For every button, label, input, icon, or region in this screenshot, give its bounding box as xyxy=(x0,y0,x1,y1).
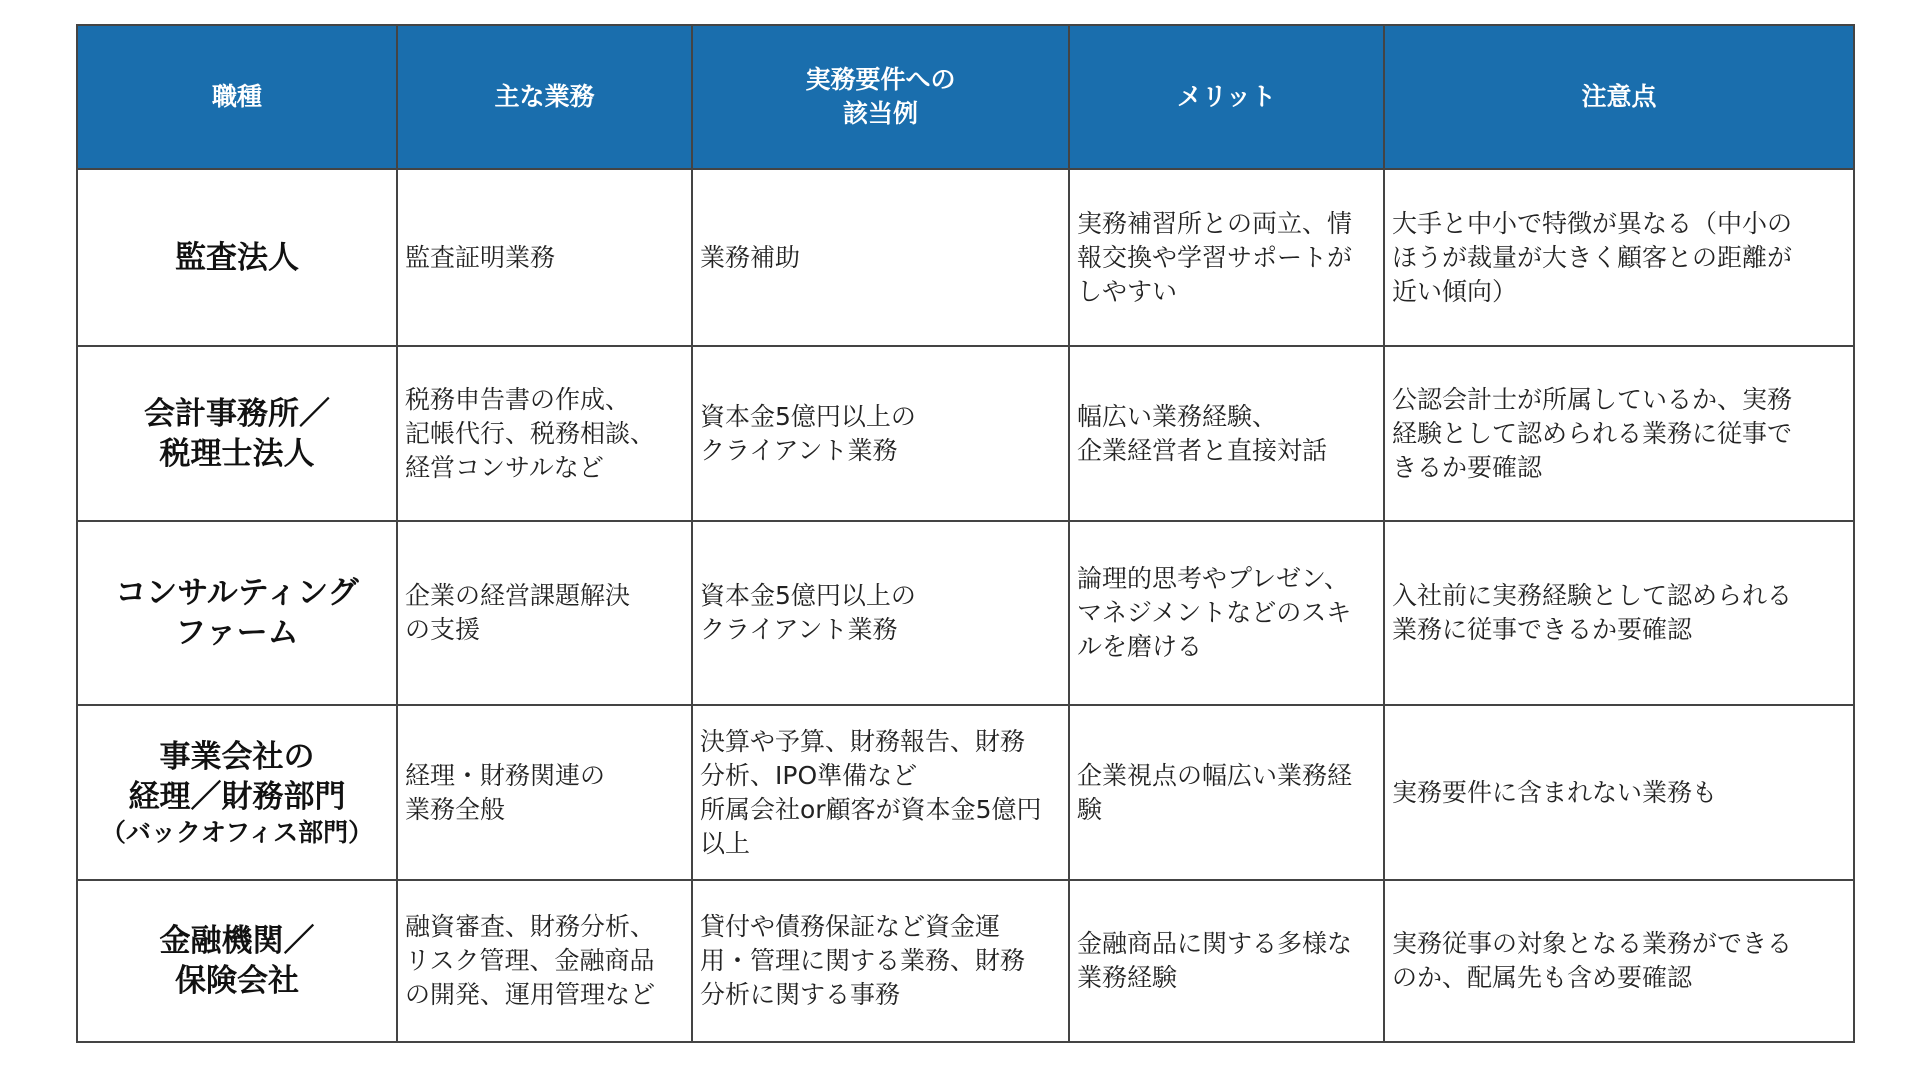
caution-text: 実務従事の対象となる業務ができる xyxy=(1392,929,1793,958)
cell-main xyxy=(397,705,692,880)
caution-text: 業務に従事できるか要確認 xyxy=(1392,615,1693,644)
header-example-line: 該当例 xyxy=(842,99,918,128)
example-text: 決算や予算、財務報告、財務 xyxy=(700,726,1026,756)
table-row xyxy=(77,521,1854,705)
example-text: 業務補助 xyxy=(700,242,801,272)
table-row xyxy=(77,880,1854,1042)
cell-main xyxy=(397,346,692,521)
caution-text: 実務要件に含まれない業務も xyxy=(1392,777,1718,807)
cell-main xyxy=(397,169,692,346)
main-text: 税務申告書の作成、 xyxy=(405,384,631,414)
main-text: 企業の経営課題解決 xyxy=(405,581,631,610)
merit-text: ルを磨ける xyxy=(1077,632,1203,661)
merit-text: 金融商品に関する多様な xyxy=(1077,929,1353,958)
header-merit: メリット xyxy=(1069,25,1384,169)
header-row xyxy=(77,25,1854,169)
table-row xyxy=(77,169,1854,346)
role-text: 経理／財務部門 xyxy=(128,778,346,815)
header-role: 職種 xyxy=(77,25,397,169)
main-text: 記帳代行、税務相談、 xyxy=(405,418,656,448)
caution-text: 経験として認められる業務に従事で xyxy=(1392,418,1793,448)
cell-main xyxy=(397,880,692,1042)
caution-text: きるか要確認 xyxy=(1392,452,1543,482)
caution-text: ほうが裁量が大きく顧客との距離が xyxy=(1392,242,1793,272)
main-text: 監査証明業務 xyxy=(405,242,556,272)
role-text: 保険会社 xyxy=(175,963,299,999)
example-text: 貸付や債務保証など資金運 xyxy=(700,912,1001,941)
comparison-table xyxy=(76,24,1855,1043)
header-caution: 注意点 xyxy=(1384,25,1854,169)
main-text: 業務全般 xyxy=(405,794,506,824)
role-text: コンサルティング xyxy=(115,575,359,611)
cell-role xyxy=(77,705,397,880)
cell-example xyxy=(692,346,1069,521)
merit-text: 業務経験 xyxy=(1077,963,1178,992)
example-text: クライアント業務 xyxy=(700,435,898,465)
header-example xyxy=(692,25,1069,169)
table-row xyxy=(77,705,1854,880)
cell-example xyxy=(692,880,1069,1042)
caution-text: 近い傾向） xyxy=(1392,276,1518,306)
main-text: の支援 xyxy=(405,615,481,644)
main-text: 経営コンサルなど xyxy=(405,452,604,482)
header-example-line: 実務要件への xyxy=(805,65,956,94)
cell-merit xyxy=(1069,880,1384,1042)
merit-text: しやすい xyxy=(1077,276,1178,306)
caution-text: のか、配属先も含め要確認 xyxy=(1392,963,1693,992)
role-text: 金融機関／ xyxy=(159,923,315,959)
merit-text: 報交換や学習サポートが xyxy=(1077,242,1353,272)
merit-text: 企業経営者と直接対話 xyxy=(1077,435,1328,465)
cell-caution xyxy=(1384,705,1854,880)
cell-example xyxy=(692,521,1069,705)
example-text: 資本金5億円以上の xyxy=(700,401,916,431)
example-text: 以上 xyxy=(700,828,751,858)
cell-caution xyxy=(1384,880,1854,1042)
cell-caution xyxy=(1384,169,1854,346)
header-main-tasks: 主な業務 xyxy=(397,25,692,169)
example-text: 分析に関する事務 xyxy=(700,980,901,1009)
caution-text: 入社前に実務経験として認められる xyxy=(1392,581,1793,610)
merit-text: 験 xyxy=(1077,794,1103,824)
cell-caution xyxy=(1384,346,1854,521)
cell-merit xyxy=(1069,346,1384,521)
example-text: 分析、IPO準備など xyxy=(700,760,918,790)
role-text: 会計事務所／ xyxy=(144,395,330,432)
cell-main xyxy=(397,521,692,705)
table-row xyxy=(77,346,1854,521)
main-text: リスク管理、金融商品 xyxy=(405,946,655,975)
example-text: 所属会社or顧客が資本金5億円 xyxy=(700,794,1042,824)
caution-text: 大手と中小で特徴が異なる（中小の xyxy=(1392,208,1793,238)
merit-text: 幅広い業務経験、 xyxy=(1077,401,1278,431)
cell-merit xyxy=(1069,169,1384,346)
cell-example xyxy=(692,705,1069,880)
main-text: 融資審査、財務分析、 xyxy=(405,912,656,941)
role-text: 事業会社の xyxy=(159,738,315,775)
merit-text: 実務補習所との両立、情 xyxy=(1077,208,1353,238)
role-subtext: （バックオフィス部門） xyxy=(100,817,374,847)
merit-text: 論理的思考やプレゼン、 xyxy=(1077,564,1350,593)
cell-example xyxy=(692,169,1069,346)
merit-text: 企業視点の幅広い業務経 xyxy=(1077,760,1353,790)
cell-role xyxy=(77,346,397,521)
cell-role xyxy=(77,521,397,705)
cell-caution xyxy=(1384,521,1854,705)
role-text: 監査法人 xyxy=(175,239,299,276)
caution-text: 公認会計士が所属しているか、実務 xyxy=(1392,384,1793,414)
cell-role xyxy=(77,880,397,1042)
main-text: 経理・財務関連の xyxy=(405,760,606,790)
cell-role xyxy=(77,169,397,346)
example-text: 用・管理に関する業務、財務 xyxy=(700,946,1026,975)
cell-merit xyxy=(1069,705,1384,880)
example-text: クライアント業務 xyxy=(700,615,898,644)
role-text: ファーム xyxy=(175,615,299,651)
role-text: 税理士法人 xyxy=(159,435,315,472)
example-text: 資本金5億円以上の xyxy=(700,581,916,610)
main-text: の開発、運用管理など xyxy=(405,980,656,1009)
merit-text: マネジメントなどのスキ xyxy=(1077,598,1352,627)
cell-merit xyxy=(1069,521,1384,705)
